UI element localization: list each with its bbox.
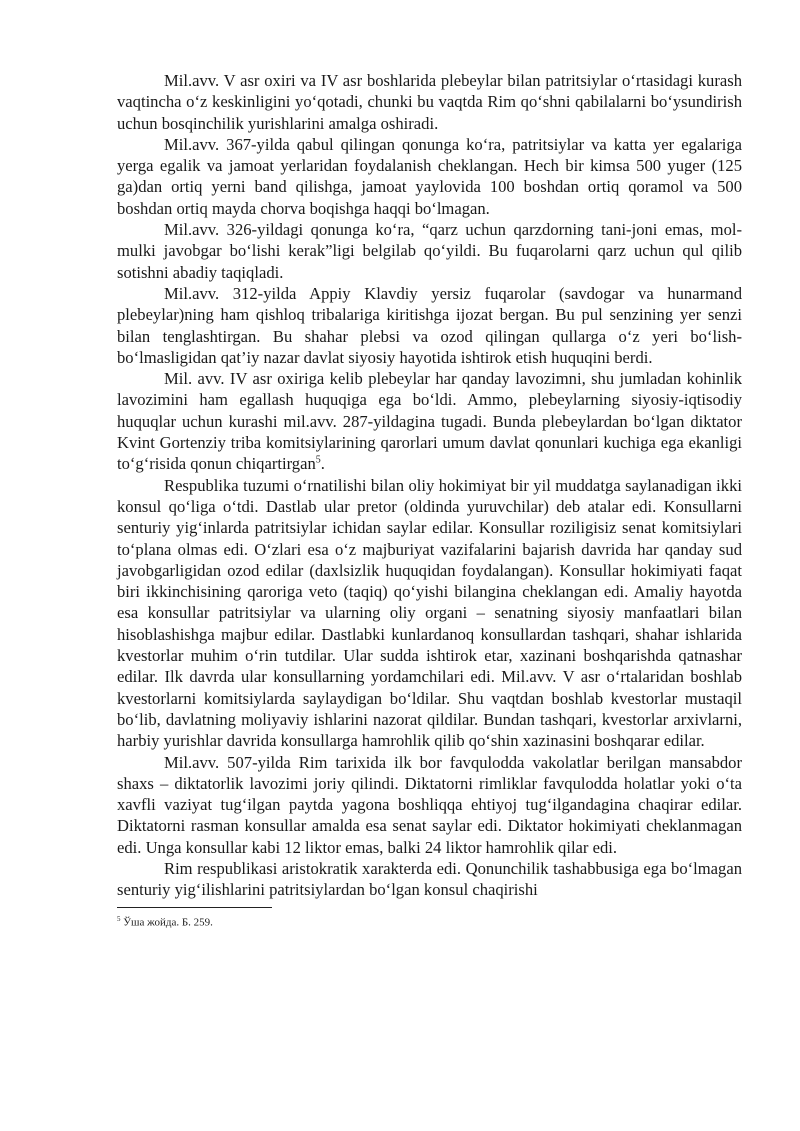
paragraph-5-end: . xyxy=(320,454,325,474)
document-page xyxy=(117,70,742,929)
paragraph-2: Mil.avv. 367-yilda qabul qilingan qonunga koʻra, patritsiylar va katta yer egalariga yerga egalik va jamoat yerlaridan foydalanish cheklangan. Hech bir kimsa 500 yuger (125 ga)dan ortiq yerni band qilishga, jamoat yaylovida 100 boshdan ortiq qoramol va 500 boshdan ortiq mayda chorva boqishga haqqi boʻlmagan. xyxy=(117,134,742,218)
footnote-separator xyxy=(117,907,272,908)
paragraph-1: Mil.avv. V asr oxiri va IV asr boshlarida plebeylar bilan patritsiylar oʻrtasidagi kurash vaqtincha oʻz keskinligini yoʻqotadi, chunki bu vaqtda Rim qoʻshni qabilalarni boʻysundirish uchun bosqinchilik yurishlarini amalga oshiradi. xyxy=(117,71,742,133)
footnote-number: 5 xyxy=(117,914,121,923)
paragraph-3: Mil.avv. 326-yildagi qonunga koʻra, “qarz uchun qarzdorning tani-joni emas, mol-mulki javobgar boʻlishi kerak”ligi belgilab qoʻyildi. Bu fuqarolarni qarz uchun qul qilib sotishni abadiy taqiqladi. xyxy=(117,220,742,282)
paragraph-4: Mil.avv. 312-yilda Appiy Klavdiy yersiz fuqarolar (savdogar va hunarmand plebeylar)ning ham qishloq tribalariga kiritishga ijozat bergan. Bu pul senzining yer senzi bilan tenglashtirgan. Bu shahar plebsi va ozod qilingan qullarga oʻz yeri boʻlish-boʻlmasligidan qat’iy nazar davlat siyosiy hayotida ishtirok etish huquqini berdi. xyxy=(117,283,742,367)
footnote-reference[interactable]: 5 xyxy=(315,454,321,466)
paragraph-7: Mil.avv. 507-yilda Rim tarixida ilk bor favqulodda vakolatlar berilgan mansabdor shaxs – diktatorlik lavozimi joriy qilindi. Diktatorni rimliklar favqulodda holatlar yoki oʻta xavfli vaziyat tugʻilgan paytda yagona boshliqqa ehtiyoj tugʻilgandagina chaqirar edilar. Diktatorni rasman konsullar amalda esa senat saylar edi. Diktator hokimiyati cheklanmagan edi. Unga konsullar kabi 12 liktor emas, balki 24 liktor hamrohlik qilar edi. xyxy=(117,752,742,857)
paragraph-6: Respublika tuzumi oʻrnatilishi bilan oliy hokimiyat bir yil muddatga saylanadigan ikki konsul qoʻliga oʻtdi. Dastlab ular pretor (oldinda yuruvchilar) deb atalar edi. Konsullarni senturiy yigʻinlarda patritsiylar ichidan saylar edilar. Konsullar roziligisiz senat komitsiylari toʻplana olmas edi. Oʻzlari esa oʻz majburiyat vazifalarini bajarish davrida har qanday sud javobgarligidan ozod edilar (daxlsizlik huquqidan foydalangan). Konsullar hokimiyati faqat biri ikkinchisining qaroriga veto (taqiq) qoʻyishi bilangina cheklangan edi. Amaliy hayotda esa konsullar patritsiylar va ularning oliy organi – senatning siyosiy manfaatlari bilan hisoblashishga majbur edilar. Dastlabki kunlardanoq konsullardan tashqari, shahar ishlarida kvestorlar muhim oʻrin tutdilar. Ular sudda ishtirok etar, xazinani boshqarishda qatnashar edilar. Ilk davrda ular konsullarning yordamchilari edi. Mil.avv. V asr oʻrtalaridan boshlab kvestorlarni komitsiylarda saylaydigan boʻldilar. Shu vaqtdan boshlab kvestorlar mustaqil boʻlib, davlatning moliyaviy ishlarini nazorat qildilar. Bundan tashqari, kvestorlar arxivlarni, harbiy yurishlar davrida konsullarga hamrohlik qilib qoʻshin xazinasini boshqarar edilar. xyxy=(117,475,742,751)
footnote-text: Ўша жойда. Б. 259. xyxy=(120,916,213,929)
paragraph-5 xyxy=(117,368,742,474)
footnote xyxy=(117,912,742,930)
paragraph-8: Rim respublikasi aristokratik xarakterda edi. Qonunchilik tashabbusiga ega boʻlmagan senturiy yigʻilishlarini patritsiylardan boʻlgan konsul chaqirishi xyxy=(117,858,742,900)
paragraph-5-text: Mil. avv. IV asr oxiriga kelib plebeylar har qanday lavozimni, shu jumladan kohinlik lavozimini ham egallash huquqiga ega boʻldi. Ammo, plebeylarning siyosiy-iqtisodiy huquqlar uchun kurashi mil.avv. 287-yildagina tugadi. Bunda plebeylardan boʻlgan diktator Kvint Gortenziy triba komitsiylarining qarorlari umum davlat qonunlari kuchiga ega ekanligi toʻgʻrisida qonun chiqartirgan xyxy=(117,369,742,474)
